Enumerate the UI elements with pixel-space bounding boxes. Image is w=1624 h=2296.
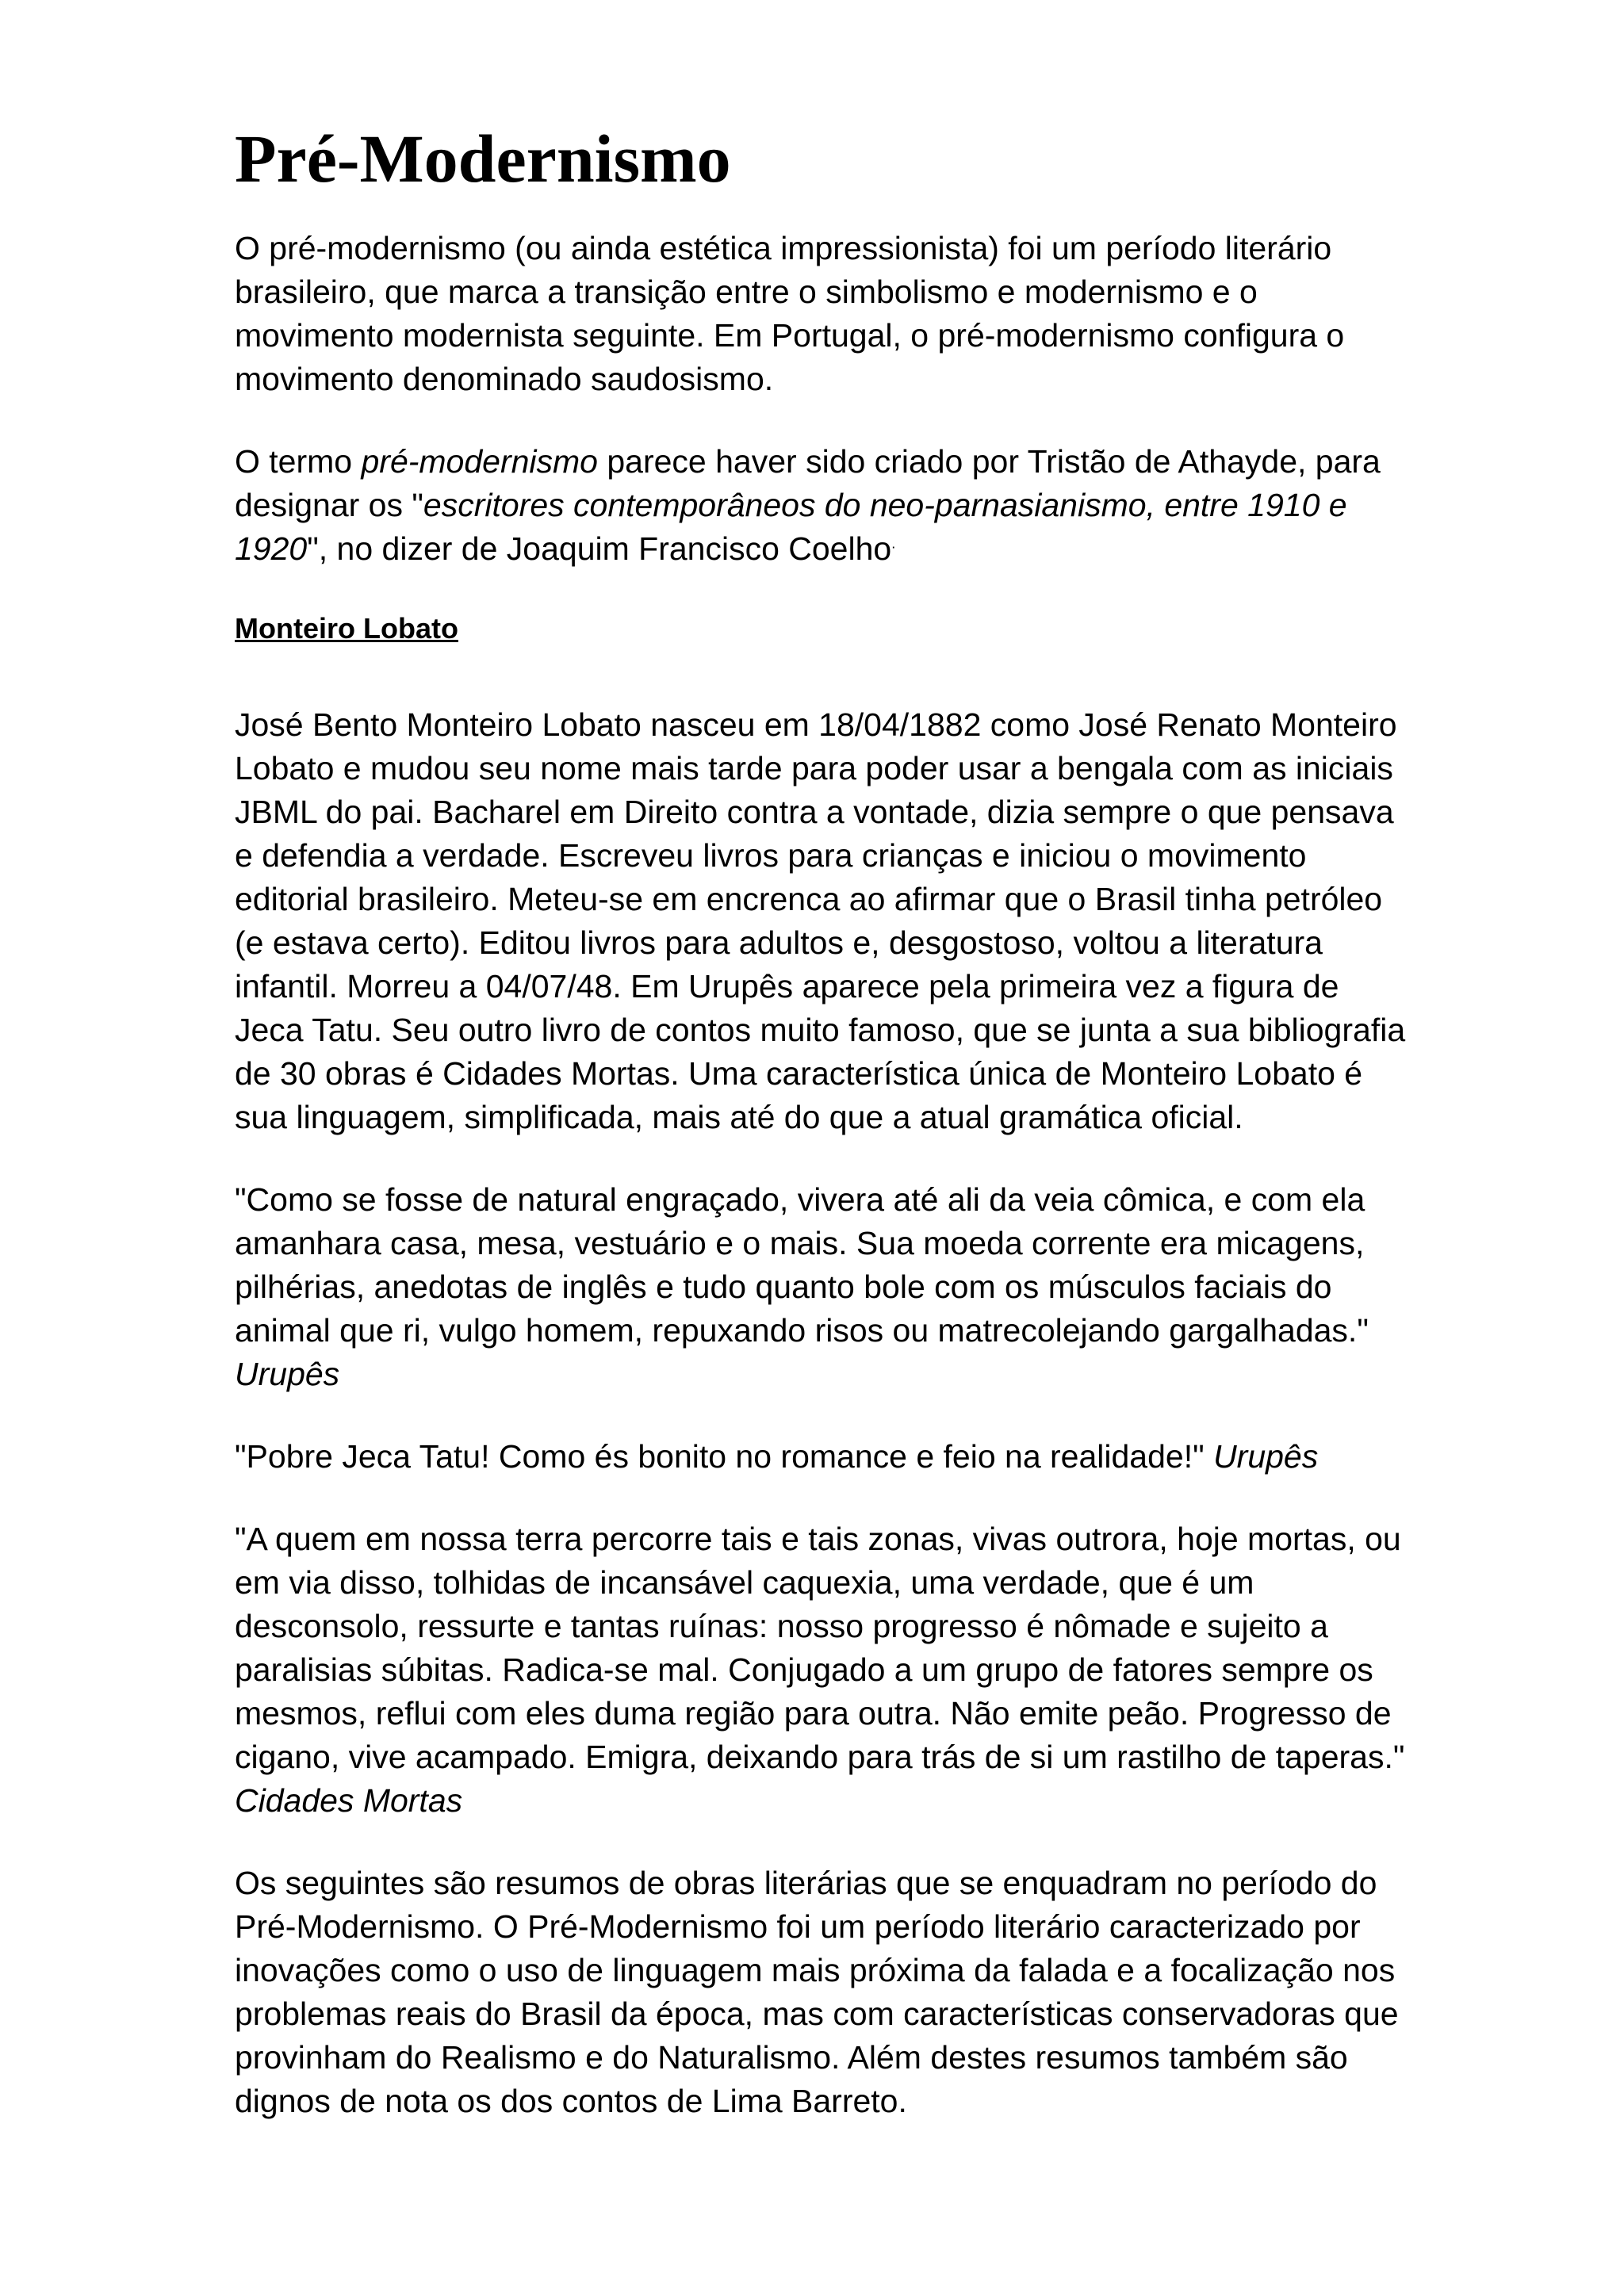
quote-text: "Como se fosse de natural engraçado, vivera até ali da veia cômica, e com ela amanhara casa, mesa, vestuário e o mais. Sua moeda corrente era micagens, pilhérias, anedotas de inglês e tudo quanto bole com os músculos faciais do animal que ri, vulgo homem, repuxando risos ou matrecolejando gargalhadas."	[235, 1181, 1369, 1349]
quote-source: Urupês	[235, 1356, 340, 1392]
quote-source: Urupês	[1213, 1438, 1319, 1475]
term-emphasis: pré-modernismo	[361, 443, 598, 480]
quote-text: "Pobre Jeca Tatu! Como és bonito no romance e feio na realidade!"	[235, 1438, 1205, 1475]
term-origin-text-a: O termo	[235, 443, 362, 480]
quote-text: "A quem em nossa terra percorre tais e tais zonas, vivas outrora, hoje mortas, ou em via disso, tolhidas de incansável caquexia, uma verdade, que é um desconsolo, ressurte e tantas ruínas: nosso progresso é nômade e sujeito a paralisias súbitas. Radica-se mal. Conjugado a um grupo de fatores sempre os mesmos, reflui com eles duma região para outra. Não emite peão. Progresso de cigano, vive acampado. Emigra, deixando para trás de si um rastilho de taperas."	[235, 1521, 1405, 1775]
quote-paragraph	[235, 1178, 1408, 1396]
quote-paragraph	[235, 1435, 1408, 1479]
footnote-mark: .	[891, 535, 896, 552]
page-title: Pré-Modernismo	[235, 121, 731, 197]
quote-paragraph	[235, 1517, 1408, 1823]
intro-paragraph: O pré-modernismo (ou ainda estética impressionista) foi um período literário brasileiro, que marca a transição entre o simbolismo e modernismo e o movimento modernista seguinte. Em Portugal, o pré-modernismo configura o movimento denominado saudosismo.	[235, 230, 1345, 397]
section-heading: Monteiro Lobato	[235, 612, 458, 645]
quoted-definition: escritores contemporâneos do neo-parnasianismo, entre 1910 e 1920	[235, 487, 1347, 567]
quote-source: Cidades Mortas	[235, 1782, 463, 1819]
biography-paragraph: José Bento Monteiro Lobato nasceu em 18/04/1882 como José Renato Monteiro Lobato e mudou seu nome mais tarde para poder usar a bengala com as iniciais JBML do pai. Bacharel em Direito contra a vontade, dizia sempre o que pensava e defendia a verdade. Escreveu livros para crianças e iniciou o movimento editorial brasileiro. Meteu-se em encrenca ao afirmar que o Brasil tinha petróleo (e estava certo). Editou livros para adultos e, desgostoso, voltou a literatura infantil. Morreu a 04/07/48. Em Urupês aparece pela primeira vez a figura de Jeca Tatu. Seu outro livro de contos muito famoso, que se junta a sua bibliografia de 30 obras é Cidades Mortas. Uma característica única de Monteiro Lobato é sua linguagem, simplificada, mais até do que a atual gramática oficial.	[235, 706, 1406, 1135]
closing-paragraph: Os seguintes são resumos de obras literárias que se enquadram no período do Pré-Modernismo. O Pré-Modernismo foi um período literário caracterizado por inovações como o uso de linguagem mais próxima da falada e a focalização nos problemas reais do Brasil da época, mas com características conservadoras que provinham do Realismo e do Naturalismo. Além destes resumos também são dignos de nota os dos contos de Lima Barreto.	[235, 1865, 1399, 2119]
document-page	[235, 119, 1408, 2162]
term-origin-text-c: ", no dizer de Joaquim Francisco Coelho	[307, 530, 892, 567]
term-origin-paragraph	[235, 440, 1408, 571]
term-origin-text-b: parece haver sido criado por Tristão de Athayde, para designar os "	[235, 443, 1381, 523]
